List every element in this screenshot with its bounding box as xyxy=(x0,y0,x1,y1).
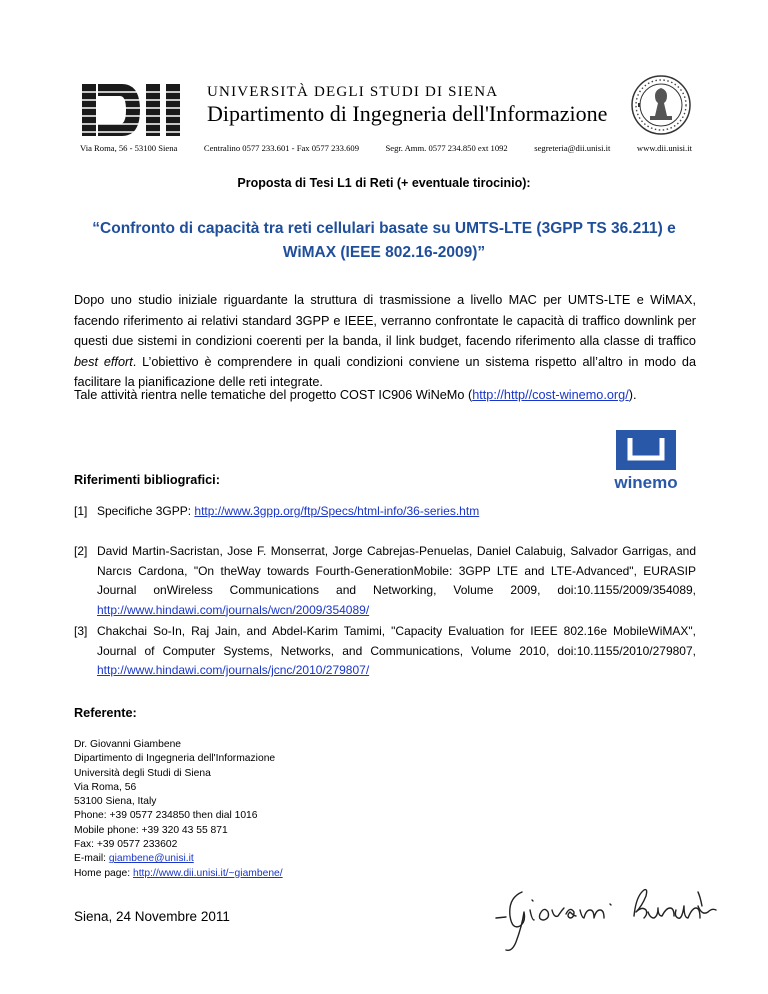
para1-emphasis: best effort xyxy=(74,354,133,369)
project-paragraph xyxy=(74,385,696,406)
referente-contact-block xyxy=(74,738,283,881)
handwritten-signature xyxy=(488,870,728,960)
contact-email: segreteria@dii.unisi.it xyxy=(534,143,611,153)
reference-item xyxy=(74,542,696,620)
reference-text: Chakchai So-In, Raj Jain, and Abdel-Karim Tamimi, "Capacity Evaluation for IEEE 802.16e MobileWiMAX", Journal of Computer Systems, Networks, and Communications, Volume 2010, doi:10.1155/2010/279807, xyxy=(97,624,696,658)
winemo-logo-text: winemo xyxy=(614,473,678,492)
university-name: UNIVERSITÀ DEGLI STUDI DI SIENA xyxy=(207,84,499,100)
university-seal-icon xyxy=(630,74,692,136)
reference-item xyxy=(74,502,696,522)
contact-website: www.dii.unisi.it xyxy=(636,143,692,153)
reference-link[interactable]: http://www.3gpp.org/ftp/Specs/html-info/36-series.htm xyxy=(194,504,480,518)
reference-number: [3] xyxy=(74,624,88,638)
para2-text-b: ). xyxy=(628,388,637,402)
contact-line: 53100 Siena, Italy xyxy=(74,796,157,808)
homepage-link[interactable]: http://www.dii.unisi.it/~giambene/ xyxy=(132,867,283,879)
para1-text-a: Dopo uno studio iniziale riguardante la struttura di trasmissione a livello MAC per UMTS-LTE e WiMAX, facendo riferimento ai relativi standard 3GPP e IEEE, verranno confrontate le capacità di traffico downlink per questi due sistemi in condizioni coerenti per la banda, il link budget, facendo riferimento alla classe di traffico xyxy=(74,293,696,348)
contact-phone-fax: Centralino 0577 233.601 - Fax 0577 233.609 xyxy=(203,143,359,153)
reference-number: [2] xyxy=(74,544,88,558)
department-name: Dipartimento di Ingegneria dell'Informazione xyxy=(207,101,608,126)
reference-link[interactable]: http://www.hindawi.com/journals/wcn/2009/354089/ xyxy=(97,602,370,617)
reference-item xyxy=(74,622,696,681)
references-heading: Riferimenti bibliografici: xyxy=(74,473,220,487)
homepage-label: Home page: xyxy=(74,867,133,879)
contact-address: Via Roma, 56 - 53100 Siena xyxy=(80,143,178,153)
para2-text-a: Tale attività rientra nelle tematiche del progetto COST IC906 WiNeMo ( xyxy=(74,388,473,402)
thesis-title xyxy=(90,217,678,265)
proposal-label: Proposta di Tesi L1 di Reti (+ eventuale tirocinio): xyxy=(237,176,531,190)
contact-line: Via Roma, 56 xyxy=(74,781,137,793)
email-label: E-mail: xyxy=(74,853,109,865)
contact-admin: Segr. Amm. 0577 234.850 ext 1092 xyxy=(385,143,508,153)
reference-text: Specifiche 3GPP: xyxy=(97,504,195,518)
reference-text: David Martin-Sacristan, Jose F. Monserrat, Jorge Cabrejas-Penuelas, Daniel Calabuig, Salvador Garrigas, and Narcıs Cardona, "On theWay towards Fourth-GenerationMobile: 3GPP LTE and LTE-Advanced", EURASIP Journal onWireless Communications and Networking, Volume 2009, doi:10.1155/2009/354089, xyxy=(97,544,696,597)
contact-line: Dr. Giovanni Giambene xyxy=(74,739,182,750)
email-link[interactable]: giambene@unisi.it xyxy=(108,853,194,865)
winemo-link[interactable]: http://http//cost-winemo.org/ xyxy=(472,388,629,402)
para1-text-b: . L’obiettivo è comprendere in quali condizioni conviene un sistema rispetto all’altro in modo da facilitare la pianificazione delle reti integrate. xyxy=(74,354,697,389)
thesis-title-line1: “Confronto di capacità tra reti cellulari basate su UMTS-LTE (3GPP TS 36.211) e xyxy=(92,220,676,237)
contact-line: Università degli Studi di Siena xyxy=(74,767,211,779)
contact-line: Mobile phone: +39 320 43 55 871 xyxy=(74,824,228,836)
date-line: Siena, 24 Novembre 2011 xyxy=(74,909,230,924)
winemo-logo xyxy=(598,430,694,492)
dii-logo xyxy=(82,80,192,140)
homepage-line xyxy=(74,867,283,881)
referente-heading: Referente: xyxy=(74,706,137,720)
contact-line: Phone: +39 0577 234850 then dial 1016 xyxy=(74,810,258,822)
contact-line: Fax: +39 0577 233602 xyxy=(74,839,178,851)
email-line xyxy=(74,852,283,866)
contact-line: Dipartimento di Ingegneria dell'Informazione xyxy=(74,753,276,765)
thesis-title-line2: WiMAX (IEEE 802.16-2009)” xyxy=(282,244,486,261)
header-contacts xyxy=(80,143,692,153)
description-paragraph xyxy=(74,290,696,393)
reference-link[interactable]: http://www.hindawi.com/journals/jcnc/2010/279807/ xyxy=(97,663,370,677)
reference-number: [1] xyxy=(74,504,88,518)
